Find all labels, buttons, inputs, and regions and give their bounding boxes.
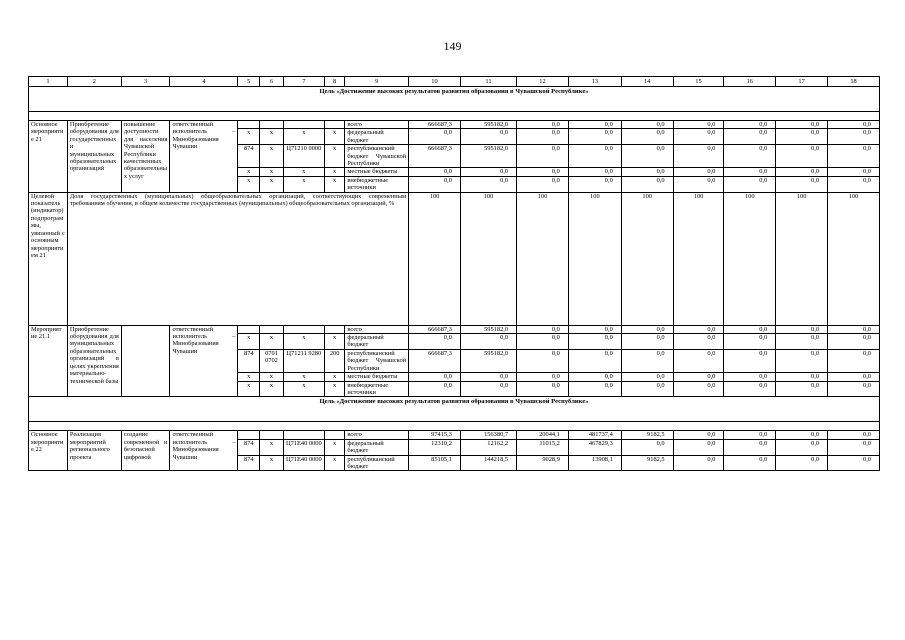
value-cell: 0,0: [460, 168, 516, 176]
funding-source: всего: [345, 325, 409, 333]
code-cell: х: [324, 176, 345, 192]
indicator-value: 100: [517, 192, 569, 325]
indicator-label: Целевой показатель (индикатор) подпрограммы, увязанный с основным мероприятием 21: [29, 192, 68, 325]
row-label-col1: Основное мероприятие 22: [29, 431, 68, 471]
table-row: [29, 431, 880, 439]
header-row: [29, 77, 880, 87]
indicator-value: 100: [409, 192, 461, 325]
value-cell: 0,0: [621, 325, 673, 333]
code-cell: [238, 325, 260, 333]
value-cell: 0,0: [517, 373, 569, 381]
value-cell: 144218,5: [460, 455, 516, 471]
indicator-text: Доля государственных (муниципальных) общеобразовательных организаций, соответствующих современным требованиям обучения, в общем количестве государственных (муниципальных) общеобразовательных организаций, %: [67, 192, 408, 325]
code-cell: х: [238, 334, 260, 350]
code-cell: х: [260, 334, 284, 350]
code-cell: [238, 121, 260, 129]
value-cell: 595182,0: [460, 349, 516, 372]
value-cell: 595182,0: [460, 325, 516, 333]
value-cell: 9182,5: [621, 455, 673, 471]
value-cell: 0,0: [776, 439, 828, 455]
value-cell: 0,0: [724, 349, 776, 372]
value-cell: 0,0: [828, 381, 880, 397]
code-cell: х: [324, 334, 345, 350]
value-cell: 0,0: [517, 145, 569, 168]
value-cell: 0,0: [724, 129, 776, 145]
code-cell: [283, 121, 324, 129]
code-cell: [324, 325, 345, 333]
value-cell: 0,0: [828, 439, 880, 455]
code-cell: х: [324, 455, 345, 471]
funding-source: внебюджетные источники: [345, 381, 409, 397]
value-cell: 0,0: [621, 381, 673, 397]
value-cell: 0,0: [724, 373, 776, 381]
value-cell: 595182,0: [460, 121, 516, 129]
value-cell: 0,0: [776, 176, 828, 192]
code-cell: 874: [238, 455, 260, 471]
value-cell: 0,0: [621, 121, 673, 129]
spacer-cell: [29, 112, 880, 121]
value-cell: 0,0: [517, 129, 569, 145]
value-cell: 0,0: [776, 145, 828, 168]
value-cell: 9182,5: [621, 431, 673, 439]
value-cell: 0,0: [776, 455, 828, 471]
table-row: [29, 325, 880, 333]
value-cell: 0,0: [517, 381, 569, 397]
value-cell: 0,0: [776, 349, 828, 372]
row-label-col4: ответственный исполнитель – Минобразования Чувашии: [170, 431, 238, 471]
code-cell: х: [260, 145, 284, 168]
row-label-col1: Основное мероприятие 21: [29, 121, 68, 193]
value-cell: 0,0: [460, 381, 516, 397]
value-cell: 0,0: [409, 129, 461, 145]
value-cell: 0,0: [673, 145, 724, 168]
value-cell: 0,0: [621, 145, 673, 168]
indicator-value: 100: [673, 192, 724, 325]
value-cell: 666687,3: [409, 145, 461, 168]
value-cell: 0,0: [621, 168, 673, 176]
value-cell: 0,0: [724, 176, 776, 192]
value-cell: 0,0: [568, 168, 621, 176]
spacer-cell: [29, 422, 880, 431]
code-cell: [260, 431, 284, 439]
value-cell: 0,0: [568, 381, 621, 397]
value-cell: 12162,2: [460, 439, 516, 455]
value-cell: 0,0: [621, 176, 673, 192]
value-cell: 0,0: [828, 325, 880, 333]
value-cell: 0,0: [724, 325, 776, 333]
value-cell: 0,0: [621, 439, 673, 455]
header-cell: 15: [673, 77, 724, 87]
row-label-col2: Приобретение оборудования для государственных и муниципальных образовательных организаций: [67, 121, 121, 193]
value-cell: 0,0: [673, 439, 724, 455]
header-cell: 11: [460, 77, 516, 87]
value-cell: 0,0: [724, 439, 776, 455]
value-cell: 0,0: [409, 334, 461, 350]
value-cell: 0,0: [568, 121, 621, 129]
value-cell: 0,0: [409, 176, 461, 192]
value-cell: 666687,3: [409, 349, 461, 372]
code-cell: х: [324, 168, 345, 176]
header-cell: 18: [828, 77, 880, 87]
funding-source: федеральный бюджет: [345, 129, 409, 145]
funding-source: республиканский бюджет Чувашской Республики: [345, 349, 409, 372]
value-cell: 0,0: [724, 431, 776, 439]
row-label-col2: Реализация мероприятий регионального проекта: [67, 431, 121, 471]
value-cell: 0,0: [460, 373, 516, 381]
code-cell: [283, 325, 324, 333]
page-number: 149: [443, 39, 462, 53]
code-cell: х: [324, 439, 345, 455]
value-cell: 0,0: [673, 431, 724, 439]
code-cell: х: [238, 168, 260, 176]
value-cell: 0,0: [568, 349, 621, 372]
code-cell: 0701 0702: [260, 349, 284, 372]
header-cell: 9: [345, 77, 409, 87]
value-cell: 85105,1: [409, 455, 461, 471]
spacer-row: [29, 112, 880, 121]
code-cell: 200: [324, 349, 345, 372]
value-cell: 0,0: [673, 349, 724, 372]
row-label-col2: Приобретение оборудования для муниципальных образовательных организаций в целях укрепления материально-технической базы: [67, 325, 121, 397]
goal-title: Цель «Достижение высоких результатов развития образования в Чувашской Республике»: [29, 397, 880, 422]
value-cell: 156380,7: [460, 431, 516, 439]
funding-source: всего: [345, 431, 409, 439]
value-cell: 0,0: [724, 334, 776, 350]
value-cell: 0,0: [673, 176, 724, 192]
code-cell: х: [283, 176, 324, 192]
value-cell: 0,0: [568, 325, 621, 333]
indicator-value: 100: [460, 192, 516, 325]
value-cell: 0,0: [621, 349, 673, 372]
value-cell: 0,0: [673, 325, 724, 333]
value-cell: 0,0: [673, 129, 724, 145]
funding-source: республиканский бюджет: [345, 455, 409, 471]
header-cell: 8: [324, 77, 345, 87]
code-cell: [238, 431, 260, 439]
code-cell: Ц71Е40 0000: [283, 439, 324, 455]
code-cell: х: [283, 129, 324, 145]
code-cell: х: [283, 381, 324, 397]
code-cell: х: [283, 373, 324, 381]
code-cell: 874: [238, 439, 260, 455]
value-cell: 0,0: [828, 455, 880, 471]
value-cell: 11015,2: [517, 439, 569, 455]
value-cell: 0,0: [517, 121, 569, 129]
row-label-col4: ответственный исполнитель – Минобразования Чувашии: [170, 121, 238, 193]
code-cell: [260, 121, 284, 129]
row-label-col1: Мероприятие 21.1: [29, 325, 68, 397]
code-cell: 874: [238, 349, 260, 372]
code-cell: х: [324, 381, 345, 397]
value-cell: 0,0: [828, 176, 880, 192]
header-cell: 4: [170, 77, 238, 87]
value-cell: 0,0: [517, 168, 569, 176]
row-label-col3: повышение доступности для населения Чувашской Республики качественных образовательных услуг: [121, 121, 170, 193]
value-cell: 0,0: [724, 121, 776, 129]
code-cell: х: [238, 129, 260, 145]
value-cell: 0,0: [460, 334, 516, 350]
code-cell: х: [283, 168, 324, 176]
indicator-value: 100: [724, 192, 776, 325]
funding-source: местные бюджеты: [345, 168, 409, 176]
header-cell: 6: [260, 77, 284, 87]
value-cell: 666687,3: [409, 121, 461, 129]
value-cell: 0,0: [724, 168, 776, 176]
code-cell: х: [260, 168, 284, 176]
value-cell: 0,0: [568, 334, 621, 350]
value-cell: 0,0: [776, 373, 828, 381]
code-cell: Ц71210 0000: [283, 145, 324, 168]
code-cell: [324, 431, 345, 439]
code-cell: х: [238, 176, 260, 192]
value-cell: 97415,3: [409, 431, 461, 439]
code-cell: [260, 325, 284, 333]
value-cell: 666687,3: [409, 325, 461, 333]
code-cell: Ц71Е40 0000: [283, 455, 324, 471]
code-cell: х: [260, 373, 284, 381]
value-cell: 0,0: [828, 121, 880, 129]
value-cell: 0,0: [517, 176, 569, 192]
value-cell: 0,0: [409, 168, 461, 176]
header-cell: 2: [67, 77, 121, 87]
row-label-col3: создание современной и безопасной цифровой: [121, 431, 170, 471]
code-cell: х: [238, 373, 260, 381]
value-cell: 0,0: [568, 145, 621, 168]
value-cell: 481737,4: [568, 431, 621, 439]
value-cell: 0,0: [621, 373, 673, 381]
value-cell: 0,0: [776, 168, 828, 176]
funding-source: федеральный бюджет: [345, 334, 409, 350]
indicator-value: 100: [621, 192, 673, 325]
header-cell: 14: [621, 77, 673, 87]
goal-row: [29, 397, 880, 422]
goal-title: Цель «Достижение высоких результатов развития образования в Чувашской Республике»: [29, 87, 880, 112]
value-cell: 0,0: [724, 381, 776, 397]
value-cell: 0,0: [673, 168, 724, 176]
header-cell: 5: [238, 77, 260, 87]
header-cell: 10: [409, 77, 461, 87]
value-cell: 0,0: [724, 145, 776, 168]
value-cell: 0,0: [568, 176, 621, 192]
value-cell: 595182,0: [460, 145, 516, 168]
value-cell: 0,0: [828, 334, 880, 350]
code-cell: х: [283, 334, 324, 350]
indicator-value: 100: [568, 192, 621, 325]
value-cell: 0,0: [776, 381, 828, 397]
row-label-col3: [121, 325, 170, 397]
value-cell: 0,0: [673, 373, 724, 381]
spacer-row: [29, 422, 880, 431]
code-cell: х: [260, 176, 284, 192]
indicator-value: 100: [828, 192, 880, 325]
goal-row: [29, 87, 880, 112]
header-cell: 12: [517, 77, 569, 87]
funding-source: внебюджетные источники: [345, 176, 409, 192]
header-cell: 13: [568, 77, 621, 87]
code-cell: 874: [238, 145, 260, 168]
indicator-value: 100: [776, 192, 828, 325]
code-cell: х: [260, 455, 284, 471]
code-cell: х: [260, 129, 284, 145]
code-cell: [283, 431, 324, 439]
header-cell: 3: [121, 77, 170, 87]
value-cell: 13908,1: [568, 455, 621, 471]
value-cell: 0,0: [776, 325, 828, 333]
value-cell: 0,0: [409, 373, 461, 381]
value-cell: 0,0: [828, 129, 880, 145]
value-cell: 0,0: [673, 455, 724, 471]
code-cell: х: [238, 381, 260, 397]
value-cell: 0,0: [517, 334, 569, 350]
header-cell: 17: [776, 77, 828, 87]
code-cell: Ц71211 9280: [283, 349, 324, 372]
value-cell: 0,0: [776, 129, 828, 145]
value-cell: 0,0: [828, 349, 880, 372]
value-cell: 0,0: [776, 431, 828, 439]
value-cell: 0,0: [776, 334, 828, 350]
value-cell: 0,0: [621, 129, 673, 145]
value-cell: 0,0: [460, 129, 516, 145]
funding-source: местные бюджеты: [345, 373, 409, 381]
code-cell: х: [324, 129, 345, 145]
value-cell: 0,0: [673, 334, 724, 350]
code-cell: [324, 121, 345, 129]
funding-source: всего: [345, 121, 409, 129]
header-cell: 7: [283, 77, 324, 87]
indicator-row: [29, 192, 880, 325]
value-cell: 0,0: [724, 455, 776, 471]
value-cell: 0,0: [828, 431, 880, 439]
code-cell: х: [324, 145, 345, 168]
value-cell: 0,0: [673, 381, 724, 397]
value-cell: 0,0: [517, 349, 569, 372]
header-cell: 16: [724, 77, 776, 87]
code-cell: х: [260, 381, 284, 397]
value-cell: 0,0: [673, 121, 724, 129]
value-cell: 467829,3: [568, 439, 621, 455]
funding-source: федеральный бюджет: [345, 439, 409, 455]
value-cell: 0,0: [621, 334, 673, 350]
budget-table: [28, 76, 880, 471]
value-cell: 0,0: [828, 168, 880, 176]
row-label-col4: ответственный исполнитель – Минобразования Чувашии: [170, 325, 238, 397]
value-cell: 0,0: [568, 373, 621, 381]
value-cell: 20044,1: [517, 431, 569, 439]
code-cell: х: [324, 373, 345, 381]
code-cell: х: [260, 439, 284, 455]
funding-source: республиканский бюджет Чувашской Республики: [345, 145, 409, 168]
value-cell: 0,0: [517, 325, 569, 333]
table-row: [29, 121, 880, 129]
value-cell: 0,0: [409, 381, 461, 397]
value-cell: 0,0: [828, 373, 880, 381]
value-cell: 0,0: [460, 176, 516, 192]
value-cell: 0,0: [568, 129, 621, 145]
value-cell: 12310,2: [409, 439, 461, 455]
value-cell: 0,0: [828, 145, 880, 168]
value-cell: 0,0: [776, 121, 828, 129]
value-cell: 9028,9: [517, 455, 569, 471]
header-cell: 1: [29, 77, 68, 87]
